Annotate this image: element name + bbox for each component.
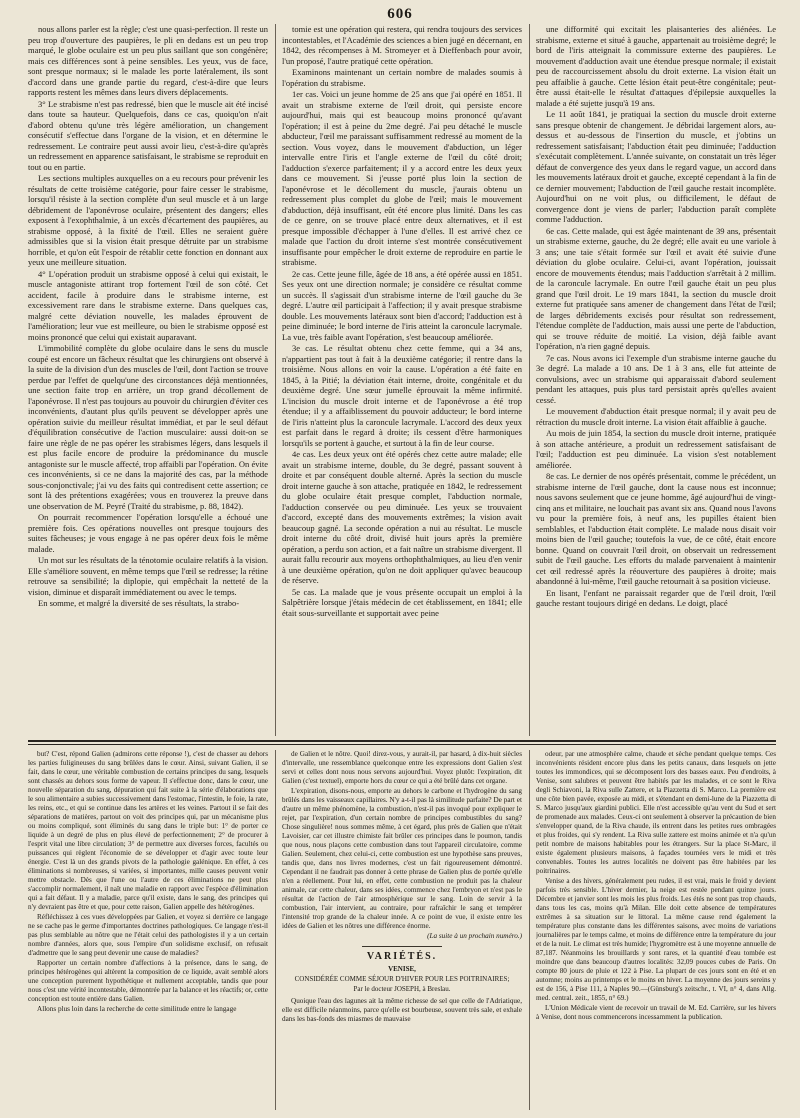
section-title: VARIÉTÉS. xyxy=(366,951,438,962)
paragraph: 6e cas. Cette malade, qui est âgée maintenant de 39 ans, présentait un strabisme externe, gauche, du 2e degré; elle avait eu une variole à 3 ans; une taie s'était formée sur l'œil et avait été suivie d'une déviation du globe oculaire. Celui-ci, avant l'opération, jouissait encore de mouvements étendus; mais l'adduction s'arrêtait à 2 millim. de la caroncule lacrymale. En outre l'œil gauche était un peu plus grand que l'œil droit. Le 19 mars 1841, la section du muscle droit externe fut pratiquée sans amener de changement dans l'état de l'œil; de larges débridements excisés pour résultat son redressement, l'étendue complète de l'adduction, mais aussi une perte de l'abduction, qui se trouve réduite de moitié. La vision, déjà faible avant l'opération, n'a rien gagné depuis. xyxy=(536,225,776,351)
paragraph: tomie est une opération qui restera, qui rendra toujours des services incontestables, et l'Académie des sciences a bien jugé en décernant, en 1842, des récompenses à M. Stromeyer et à Dieffenbach pour avoir, l'un proposé, l'autre pratiqué cette opération. xyxy=(282,24,522,66)
article-title: VENISE, xyxy=(388,965,416,973)
paragraph: Les sections multiples auxquelles on a eu recours pour prévenir les résultats de cette troisième catégorie, pour faire cesser le strabisme, lorsqu'il résiste à la section complète d'un seul muscle et à un large débridement de l'aponévrose oculaire, présentent des dangers; elles exposent à l'exophthalmie, à un excès d'écartement des paupières, au strabisme opposé, à la fixité de l'œil. Elles ne seraient guère admissibles que si la vision était presque détruite par un strabisme horrible, et qu'on eût l'espoir de rétablir cette fonction en donnant aux yeux une meilleure situation. xyxy=(28,173,268,267)
paragraph: L'expiration, disons-nous, emporte au dehors le carbone et l'hydrogène du sang brûlés dans les vaisseaux capillaires. N'y a-t-il pas là similitude parfaite? De part et d'autre un même phénomène, la combustion, n'est-il pas invoqué pour expliquer le rejet, par l'expiration, d'un certain nombre de principes combustibles du sang? Chose singulière! nous sommes même, à cet égard, plus près de Galien que n'était Lavoisier, car cet illustre chimiste fait brûler ces principes dans le poumon, tandis que nous, nous plaçons cette combustion dans tout l'appareil circulatoire, comme Galien. Seulement, chez celui-ci, cette combustion est une hypothèse sans preuves, tandis que, dans nos livres modernes, c'est un fait rigoureusement démontré. Cependant il ne faudrait pas donner à cette phrase de Galien plus de portée qu'elle n'en a réellement. Pour lui, en effet, cette combustion ne produit pas la chaleur animale, car cette chaleur, dans ses idées, commence chez l'embryon et n'est pas le résultat de l'action de l'air atmosphérique sur le sang. Loin de servir à la combustion, l'air intervient, au contraire, pour rafraîchir le sang et tempérer l'intensité trop grande de la chaleur innée. A ce point de vue, il existe entre les idées de Galien et les nôtres une différence énorme. xyxy=(282,787,522,930)
paragraph: On pourrait recommencer l'opération lorsqu'elle a échoué une première fois. Ces opérations nouvelles ont presque toujours des suites fâcheuses; je vous engage à ne pas opérer deux fois le même malade. xyxy=(28,512,268,554)
paragraph: 3e cas. Le résultat obtenu chez cette femme, qui a 34 ans, n'appartient pas tout à fait à la deuxième catégorie; il rentre dans la troisième. Nous allons en voir la cause. L'opération a été faite en 1845, à la Pitié; la déviation était interne, droite, congénitale et du deuxième degré. Une sœur jumelle éprouvait la même infirmité. L'incision du muscle droit interne et de l'aponévrose a été trop étendue; il y a affaiblissement du pouvoir adducteur; le bord interne de l'iris n'atteint plus la caroncule lacrymale. L'accord des deux yeux est parfait dans le regard à droite; ils cessent d'être harmoniques lorsqu'ils se portent à gauche, et surtout à la fin de leur course. xyxy=(282,343,522,448)
paragraph: Rapporter un certain nombre d'affections à la présence, dans le sang, de principes hétérogènes qui altèrent la composition de ce liquide, avait semblé alors une conception purement hypothétique et nullement acceptable, tandis que pour nous c'est une vérité incontestable, démontrée par la balance et les réactifs; or, cette conception est toute entière dans Galien. xyxy=(28,959,268,1003)
paragraph: 5e cas. La malade que je vous présente occupait un emploi à la Salpêtrière lorsque j'étais médecin de cet établissement, en 1841; elle était sous-surveillante et supportait avec peine xyxy=(282,586,522,618)
article-subtitle: CONSIDÉRÉE COMME SÉJOUR D'HIVER POUR LES POITRINAIRES; xyxy=(294,975,510,983)
paragraph: 7e cas. Nous avons ici l'exemple d'un strabisme interne gauche du 3e degré. La malade a 10 ans. De 1 à 3 ans, elle fut atteinte de convulsions, avec un strabisme qui apparaissait d'abord seulement pendant les attaques, puis plus tard persistait après qu'elles avaient cessé. xyxy=(536,352,776,405)
column-rule xyxy=(275,24,276,736)
bottom-column-2 xyxy=(282,750,522,1110)
article-author: Par le docteur JOSEPH, à Breslau. xyxy=(353,985,451,993)
column-rule xyxy=(529,24,530,736)
paragraph: Le 11 août 1841, je pratiquai la section du muscle droit externe sans presque obtenir de changement. Je débridai largement alors, au-dessus et au-dessous de l'insertion du muscle, et j'obtins un redressement satisfaisant; l'abduction était peu diminuée; l'adduction s'exécutait complètement. L'année suivante, on constatait un très léger défaut de convergence des yeux dans le regard vague, un accord dans les mouvements latéraux droit et gauche, excepté cependant à la fin de ce dernier mouvement; l'abduction de l'œil gauche restait incomplète. Aujourd'hui on ne voit plus, ou difficilement, le défaut de convergence dont je viens de parler; l'abduction paraît complète comme l'adduction. xyxy=(536,109,776,224)
continuation-note: (La suite à un prochain numéro.) xyxy=(427,932,522,940)
section-divider xyxy=(362,946,442,947)
paragraph: L'Union Médicale vient de recevoir un travail de M. Ed. Carrière, sur les hivers à Venise, dont nous commencerons incessamment la publication. xyxy=(536,1004,776,1021)
top-column-2 xyxy=(282,24,522,736)
paragraph: une difformité qui excitait les plaisanteries des aliénées. Le strabisme, externe et situé à gauche, appartenait au troisième degré; le bord de l'iris atteignait la commissure externe des paupières. Le mouvement d'adduction avait une étendue presque normale; il existait peu de raccourcissement absolu du droit externe. La vision était un peu affaiblie à gauche. Cette lésion était peut-être congénitale; peut-être aussi était-elle le résultat d'attaques d'épilepsie auxquelles la malade a été sujette jusqu'à 19 ans. xyxy=(536,24,776,108)
paragraph: 4° L'opération produit un strabisme opposé à celui qui existait, le muscle antagoniste attirant trop fortement l'œil de son côté. Cet accident, facile à produire dans le strabisme interne, est excessivement rare dans le strabisme externe. Dans quelques cas, malgré cette déviation nouvelle, les malades éprouvent de l'amélioration; leur vue est meilleure, ou bien le strabisme opposé est moins prononcé que celui qui existait auparavant. xyxy=(28,268,268,342)
column-rule xyxy=(275,750,276,1110)
paragraph: Un mot sur les résultats de la ténotomie oculaire relatifs à la vision. Elle s'améliore souvent, en même temps que l'œil se redresse; la rétine retrouve sa sensibilité; la diplopie, qui empêchait la netteté de la vision, diminue et disparaît immédiatement ou avec le temps. xyxy=(28,555,268,597)
paragraph: L'immobilité complète du globe oculaire dans le sens du muscle coupé est encore un fâcheux résultat que les chirurgiens ont observé à la suite de la division d'un des muscles de l'œil, dont l'action se trouve perdue par l'effet de quelqu'une des circonstances déjà mentionnées, une section faite trop en arrière, un trop grand décollement de l'aponévrose. Il n'est pas toujours au pouvoir du chirurgien d'éviter ces inconvénients, d'autant plus qu'ils peuvent se développer après une opération suivie du meilleur résultat immédiat, et par le seul défaut d'équilibration consécutive de l'action musculaire: aussi doit-on se faire une règle de ne pas opérer les strabismes légers, dans lesquels il est plus facile encore de produire la prédominance du muscle antagoniste sur le muscle affecté, trop affaibli par l'opération. On évite ces inconvénients, si ce ne dans la majorité des cas, par la méthode sous-conjonctivale; j'ai vu des faits qui contredisent cette assertion; ce sont là des prétentions exagérées; vous en trouverez la preuve dans une observation de M. Peyré (Traité du strabisme, p. 88, 1842). xyxy=(28,343,268,511)
paragraph: Venise a des hivers, généralement peu rudes, il est vrai, mais le froid y devient parfois très sensible. L'hiver dernier, la neige est restée pendant quinze jours. Décembre et janvier sont les mois les plus froids. Les étés ne sont pas trop chauds, dans tous les cas, moins qu'à Milan. Elle doit cette absence de températures extrêmes à sa situation sur le littoral. La même cause rend également la température plus constante dans les différentes saisons, avec moins de variations journalières par le temps calme, et moins de différence entre la température du jour et de la nuit. Le climat est très humide; l'hygromètre est à une moyenne annuelle de 87,187. Néanmoins les brouillards y sont rares, et la quantité d'eau tombée est moindre que dans beaucoup d'autres localités: 32,09 pouces cubes de Paris. On compte 80 jours de pluie et 122 à Pise. La plupart de ces jours sont en été et en automne; moins au printemps et le moins en hiver. La moyenne des jours sereins y est de 156, à Pise 111, à Naples 90.—(Günsburg's zeitschr., t. VI, n° 4, dans Allg. med. central. zeit., 1855, n° 69.) xyxy=(536,877,776,1002)
paragraph: Allons plus loin dans la recherche de cette similitude entre le langage xyxy=(37,1005,237,1013)
bottom-column-2-body xyxy=(282,750,522,931)
feuilleton xyxy=(28,750,776,1112)
paragraph: 4e cas. Les deux yeux ont été opérés chez cette autre malade; elle avait un strabisme interne, double, du 3e degré, passant souvent à droite et par conséquent double alterné. Après la section du muscle droit interne gauche à son attache, pratiquée en 1842, le redressement du globe oculaire était presque complet, l'abduction normale, l'adduction conservée ou peu diminuée. Les yeux se trouvaient d'accord, excepté dans des mouvements extrêmes; la vision avait beaucoup gagné. La seconde opération a nui au résultat. Le muscle droit interne du côté droit, divisé huit jours après la première opération, a perdu son action, et a fait naître un strabisme divergent. Il aurait fallu recourir aux moyens orthophthalmiques, au lieu d'en venir à une deuxième opération, qu'on ne doit appliquer qu'avec beaucoup de réserve. xyxy=(282,449,522,585)
top-article xyxy=(28,24,776,736)
column-rule xyxy=(529,750,530,1110)
feuilleton-separator xyxy=(28,740,776,742)
paragraph: Au mois de juin 1854, la section du muscle droit interne, pratiquée à son attache antérieure, a produit un redressement satisfaisant de l'œil; l'adduction est peu diminuée. La vision s'est notablement améliorée. xyxy=(536,428,776,470)
article-body xyxy=(282,997,522,1024)
page-number: 606 xyxy=(387,6,413,22)
paragraph: Examinons maintenant un certain nombre de malades soumis à l'opération du strabisme. xyxy=(282,67,522,88)
paragraph: but? C'est, répond Galien (admirons cette réponse !), c'est de chasser au dehors les parties fuligineuses du sang brûlées dans le cœur. Ainsi, suivant Galien, il se fait, dans le cœur, une véritable combustion de certains principes du sang, lesquels sont chassés au dehors sous forme de vapeur. Il s'effectue donc, dans le cœur, une nouvelle séparation du sang, dépuration qui fait suite à la série d'élaborations que le sou alimentaire a subies successivement dans l'estomac, l'intestin, le foie, la rate, les reins, etc., et qui se continue dans les artères et les veines. Partout il se fait des séparations de matières, partout on voit des principes qui, par un mécanisme plus ou moins compliqué, sont éliminés du sang dans le triple but: 1° de porter ce liquide à un degré de plus en plus élevé de perfectionnement; 2° de procurer à l'esprit vital une libre circulation; 3° de permettre aux diverses forces, facultés ou puissances qui règlent l'économie de se développer et d'agir avec toute leur énergie. C'est là un des grands pivots de la pathologie galénique. En effet, à ces éliminations si nombreuses, si variées, si importantes, mille causes peuvent venir mettre obstacle. Dès que l'une ou l'autre de ces éliminations ne peut plus s'accomplir normalement, il naît une maladie en rapport avec l'espèce d'élimination qui a fait défaut. Il y a maladie, parce qu'il existe, dans le sang, des principes qui n'y devraient pas être et que, pour cette raison, Galien appelle des hétérogènes. xyxy=(28,750,268,911)
bottom-column-1 xyxy=(28,750,268,1110)
paragraph: 1er cas. Voici un jeune homme de 25 ans que j'ai opéré en 1851. Il avait un strabisme externe de l'œil droit, qui persiste encore aujourd'hui, mais qui est beaucoup moins prononcé qu'avant l'opération; il est à peine du 2me degré. J'ai peu détaché le muscle abducteur, l'œil me paraissant suffisamment redressé au moment de la section. Vous voyez, dans le mouvement d'abduction, un léger intervalle entre l'iris et l'angle externe de l'œil du côté droit; l'adduction s'exerce parfaitement; il y a accord entre les deux yeux dans ce mouvement. Si j'eusse porté plus loin la section de l'aponévrose et le décollement du muscle, j'aurais obtenu un redressement plus complet du globe de l'œil; mais le mouvement d'abduction, déjà insuffisant, eût été encore plus limité. Dans les cas de ce genre, on se trouve placé entre deux alternatives, et il est presque impossible d'échapper à l'une d'elles. Il est arrivé chez ce malade que l'action du droit interne s'est montrée consécutivement insuffisante pour empêcher le droit externe de reproduire en partie le strabisme. xyxy=(282,89,522,267)
top-column-1 xyxy=(28,24,268,736)
paragraph: En lisant, l'enfant ne paraissait regarder que de l'œil droit, l'œil gauche restant toujours dirigé en dedans. Le doigt, placé xyxy=(536,587,776,608)
paragraph: 3° Le strabisme n'est pas redressé, bien que le muscle ait été incisé dans toute sa hauteur. Quelquefois, dans ce cas, quoiqu'on n'ait d'abord obtenu qu'une très légère amélioration, un changement consécutif s'effectue dans l'organe de la vision, et en détermine le redressement. Le contraire peut aussi avoir lieu, c'est-à-dire qu'après un redressement en apparence satisfaisant, le strabisme se reproduit en tout ou en partie. xyxy=(28,98,268,172)
paragraph: Quoique l'eau des lagunes ait la même richesse de sel que celle de l'Adriatique, elle est difficile néanmoins, parce qu'elle est bourbeuse, souvent très sale, et exhale dans les bas-fonds des miasmes de mauvaise xyxy=(282,997,522,1023)
feuilleton-separator-thin xyxy=(28,744,776,745)
paragraph: odeur, par une atmosphère calme, chaude et sèche pendant quelque temps. Ces inconvénients résident encore plus dans les petits canaux, dans lesquels on jette toutes les immondices, qui se décomposent lors des basses eaux. Peu d'endroits, à Venise, sont salubres et peuvent être habités par les malades, et ce sont le Riva degli Schiavoni, la Riva sulle Zattere, et la Piazzetta di S. Marco. La première est une côte bien pavée, exposée au midi, et s'étendant en demi-lune de la Piazzetta di S. Marco jusqu'aux giardini publici. Elle n'est accessible qu'au vent du Sud et sert de promenade aux malades. Ceux-ci ont seulement à observer la précaution de bien s'envelopper quand, de la Riva chaude, ils entrent dans les petites rues ombragées et plus froides, qui s'y rendent. La Riva sulle zattere est moins animée et n'a qu'un petit nombre de maisons habitables pour les étrangers. Sur la place St-Marc, il existe également plusieurs maisons, à façades tournées vers le midi et très convenables. Toutes les autres localités ne doivent pas être habitées par les poitrinaires. xyxy=(536,750,776,875)
paragraph: 2e cas. Cette jeune fille, âgée de 18 ans, a été opérée aussi en 1851. Ses yeux ont une direction normale; je considère ce résultat comme un succès. Il s'agissait d'un strabisme interne de l'œil gauche du 3e degré. L'autre œil participait à l'affection; il y avait presque strabisme double. Les mouvements latéraux sont bien d'accord; l'adduction est à peine diminuée; le bord interne de l'iris atteint la caroncule lacrymale. La vue, très faible avant l'opération, s'est beaucoup améliorée. xyxy=(282,268,522,342)
paragraph: de Galien et le nôtre. Quoi! direz-vous, y aurait-il, par hasard, à dix-huit siècles d'intervalle, une ressemblance quelconque entre les expressions dont Galien s'est servi et celles dont nous nous servons aujourd'hui. Voyez plutôt: l'expiration, dit Galien (c'est textuel), emporte hors du cœur ce qui a été brûlé dans cet organe. xyxy=(282,750,522,785)
bottom-column-3 xyxy=(536,750,776,1110)
paragraph: Réfléchissez à ces vues développées par Galien, et voyez si derrière ce langage ne se cache pas le germe d'importantes doctrines pathologiques. Ce langage n'est-il pas plus semblable au nôtre que ne l'était celui des pathologistes il y a un certain nombre d'années, alors que, sous l'empire d'un solidisme exclusif, on refusait d'admettre que le sang peut devenir une cause de maladies? xyxy=(28,913,268,957)
paragraph: nous allons parler est la règle; c'est une quasi-perfection. Il reste un peu trop d'ouverture des paupières, le pli en dedans est un peu trop marqué, le globe oculaire est un peu plus saillant que son congénère; mais ces différences sont à peine sensibles. Les yeux, vus de face, sont presque normaux; si le malade les porte latéralement, ils sont d'accord dans une grande partie du regard, c'est-à-dire que leurs rapports restent les mêmes dans leurs divers déplacements. xyxy=(28,24,268,97)
paragraph: En somme, et malgré la diversité de ses résultats, la strabo- xyxy=(38,598,240,608)
paragraph: 8e cas. Le dernier de nos opérés présentait, comme le précédent, un strabisme interne de l'œil gauche, dont la cause nous est inconnue; nous savons seulement que ce jeune homme, âgé aujourd'hui de vingt-cinq ans et militaire, ne louchait pas avant six ans. Quand nous l'avons vu pour la première fois, à neuf ans, les pupilles étaient bien semblables, et l'abduction était complète. Le malade nous disait voir moins bien de l'œil gauche; toutefois la vue, de ce côté, était encore bonne. Quand on couvrait l'œil droit, on observait un redressement subit de l'œil gauche. Les efforts du malade parvenaient à maintenir cet œil redressé après la réouverture des paupières à droite; mais abandonné à lui-même, l'œil gauche retournait à sa position vicieuse. xyxy=(536,471,776,586)
top-column-3 xyxy=(536,24,776,736)
paragraph: Le mouvement d'abduction était presque normal; il y avait peu de rétraction du muscle droit interne. La vision était affaiblie à gauche. xyxy=(536,406,776,427)
